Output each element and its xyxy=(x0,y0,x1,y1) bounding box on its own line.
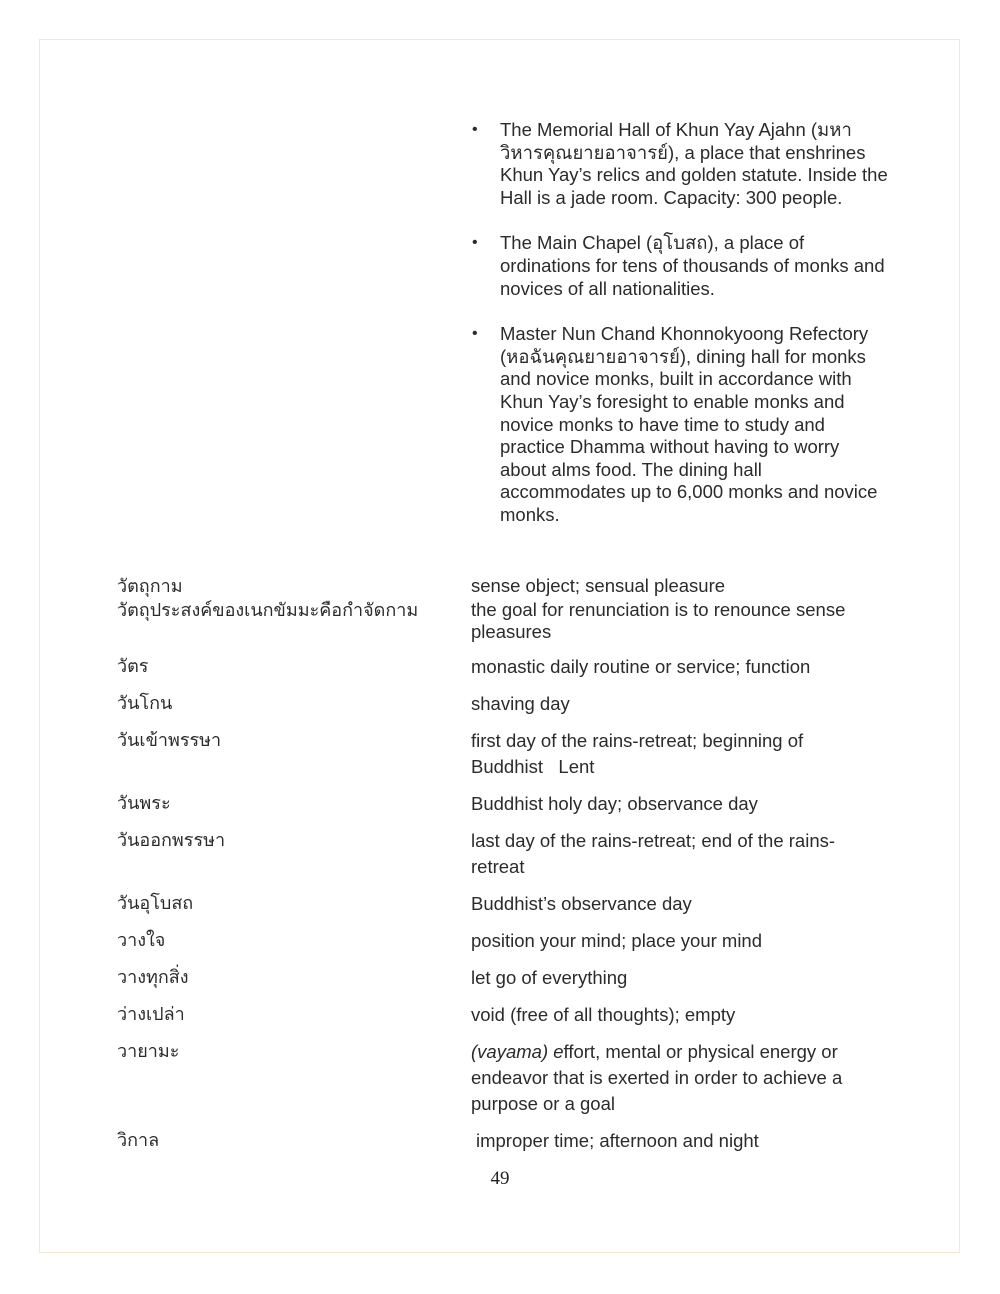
glossary-term: วัตร xyxy=(117,656,149,676)
glossary-term: วันพระ xyxy=(117,793,171,813)
bullet-refectory xyxy=(470,323,890,526)
glossary-definition-text: ffort, mental or physical energy or endeavor that is exerted in order to achieve a purpose or a goal xyxy=(471,1041,843,1114)
glossary-term: วิกาล xyxy=(117,1130,160,1150)
glossary-definition: let go of everything xyxy=(471,967,628,988)
glossary-definition: position your mind; place your mind xyxy=(471,930,763,951)
glossary-term: วางทุกสิ่ง xyxy=(117,967,189,987)
glossary-term: วางใจ xyxy=(117,930,166,950)
page-number: 49 xyxy=(490,1168,510,1189)
glossary-definition: monastic daily routine or service; function xyxy=(471,656,811,677)
glossary-definition: last day of the rains-retreat; end of the rains-retreat xyxy=(471,830,836,877)
glossary-term: วันโกน xyxy=(117,693,173,713)
bullet-icon: • xyxy=(472,325,478,343)
glossary-definition-italic: (vayama) e xyxy=(471,1041,564,1062)
bullet-text: The Memorial Hall of Khun Yay Ajahn (มหาวิหารคุณยายอาจารย์), a place that enshrines Khun Yay’s relics and golden statute. Inside the Hall is a jade room. Capacity: 300 people. xyxy=(500,119,888,208)
bullet-memorial-hall xyxy=(470,119,890,209)
glossary-term: ว่างเปล่า xyxy=(117,1004,185,1024)
glossary-term: วัตถุกาม xyxy=(117,576,183,596)
bullet-icon: • xyxy=(472,234,478,252)
glossary-definition: improper time; afternoon and night xyxy=(476,1130,759,1151)
glossary-definition: sense object; sensual pleasure xyxy=(471,575,726,596)
bullet-main-chapel xyxy=(470,232,890,300)
bullet-text: Master Nun Chand Khonnokyoong Refectory (หอฉันคุณยายอาจารย์), dining hall for monks and novice monks, built in accordance with Khun Yay’s foresight to enable monks and novice monks to have time to study and practice Dhamma without having to worry about alms food. The dining hall accommodates up to 6,000 monks and novice monks. xyxy=(500,323,878,525)
bullet-text: The Main Chapel (อุโบสถ), a place of ordinations for tens of thousands of monks and novices of all nationalities. xyxy=(500,232,885,299)
glossary-term: วันเข้าพรรษา xyxy=(117,730,222,750)
bullet-icon: • xyxy=(472,121,478,138)
glossary-definition: the goal for renunciation is to renounce sense pleasures xyxy=(471,599,846,642)
glossary-definition: Buddhist holy day; observance day xyxy=(471,793,758,814)
glossary-definition: shaving day xyxy=(471,693,570,714)
glossary-definition xyxy=(471,1039,871,1117)
glossary-definition: Buddhist’s observance day xyxy=(471,893,692,914)
glossary-term: วันออกพรรษา xyxy=(117,830,226,850)
glossary-term: วันอุโบสถ xyxy=(117,893,194,913)
glossary-term: วัตถุประสงค์ของเนกขัมมะคือกำจัดกาม xyxy=(117,600,419,620)
glossary-term: วายามะ xyxy=(117,1041,180,1061)
glossary-definition: first day of the rains-retreat; beginning of Buddhist Lent xyxy=(471,730,809,777)
glossary-definition: void (free of all thoughts); empty xyxy=(471,1004,736,1025)
bullet-list xyxy=(470,119,890,550)
